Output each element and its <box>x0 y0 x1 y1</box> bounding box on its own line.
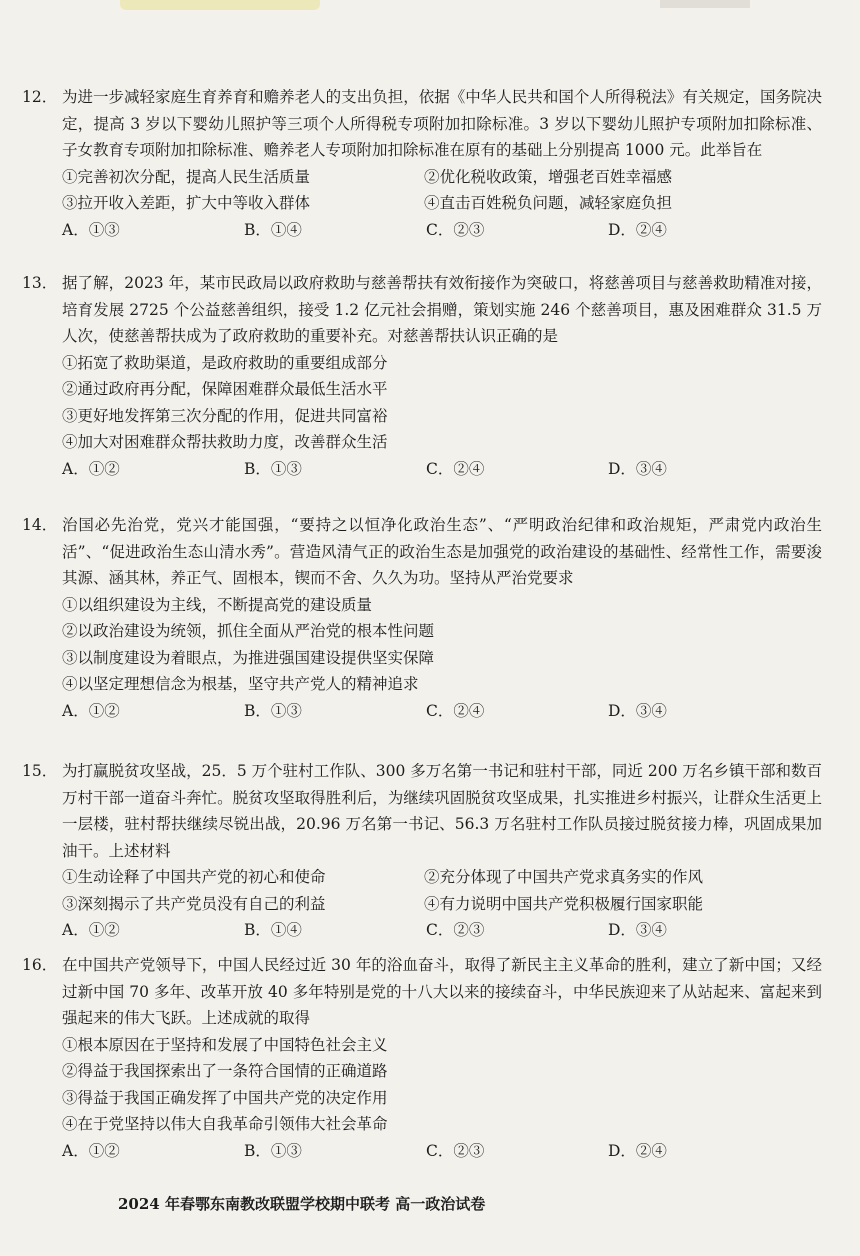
question-number: 16． <box>22 956 58 974</box>
answer-choice-c[interactable]: C．②④ <box>426 459 485 478</box>
question-stem: 在中国共产党领导下，中国人民经过近 30 年的浴血奋斗，取得了新民主主义革命的胜利，建立了新中国；又经过新中国 70 多年、改革开放 40 多年特别是党的十八大以来的接续奋斗，中华民族迎来了从站起来、富起来到强起来的伟大飞跃。上述成就的取得 <box>62 956 822 1027</box>
statement-option: ③深刻揭示了共产党员没有自己的利益 <box>62 894 326 913</box>
question-number: 14． <box>22 516 58 534</box>
statement-option: ③拉开收入差距，扩大中等收入群体 <box>62 194 311 212</box>
statement-option: ③得益于我国正确发挥了中国共产党的决定作用 <box>62 1088 388 1107</box>
question-stem: 为打赢脱贫攻坚战，25．5 万个驻村工作队、300 多万名第一书记和驻村干部，同近 200 万名乡镇干部和数百万村干部一道奋斗奔忙。脱贫攻坚取得胜利后，为继续巩固脱贫攻坚成果，扎实推进乡村振兴，让群众生活更上一层楼，驻村帮扶继续尽锐出战，20.96 万名第一书记、56.3 万名驻村工作队员接过脱贫接力棒，巩固成果加油干。上述材料 <box>62 762 822 860</box>
statement-option: ①拓宽了救助渠道，是政府救助的重要组成部分 <box>62 353 388 372</box>
answer-choice-d[interactable]: D．③④ <box>608 701 667 720</box>
answer-choice-c[interactable]: C．②④ <box>426 701 485 720</box>
answer-choice-d[interactable]: D．③④ <box>608 459 667 478</box>
statement-option: ②通过政府再分配，保障困难群众最低生活水平 <box>62 380 388 398</box>
statement-option: ④在于党坚持以伟大自我革命引领伟大社会革命 <box>62 1115 388 1133</box>
answer-choices <box>62 1138 822 1165</box>
statement-list <box>62 864 822 917</box>
question-13 <box>22 270 822 482</box>
question-number: 13． <box>22 274 58 292</box>
statement-option: ④直击百姓税负问题，减轻家庭负担 <box>424 194 673 212</box>
answer-choice-c[interactable]: C．②③ <box>426 220 485 239</box>
statement-option: ②以政治建设为统领，抓住全面从严治党的根本性问题 <box>62 622 435 640</box>
question-stem: 据了解，2023 年，某市民政局以政府救助与慈善帮扶有效衔接作为突破口，将慈善项目与慈善救助精准对接，培育发展 2725 个公益慈善组织，接受 1.2 亿元社会捐赠，策划实施 246 个慈善项目，惠及困难群众 31.5 万人次，使慈善帮扶成为了政府救助的重要补充。对慈善帮扶认识正确的是 <box>62 274 822 345</box>
answer-choice-d[interactable]: D．③④ <box>608 921 667 939</box>
question-number: 12． <box>22 88 58 106</box>
statement-list <box>62 1032 822 1138</box>
answer-choice-d[interactable]: D．②④ <box>608 220 667 239</box>
answer-choice-c[interactable]: C．②③ <box>426 1141 485 1160</box>
statement-option: ④加大对困难群众帮扶救助力度，改善群众生活 <box>62 433 388 451</box>
answer-choice-a[interactable]: A．①② <box>62 701 120 720</box>
answer-choices <box>62 217 822 244</box>
statement-option: ②得益于我国探索出了一条符合国情的正确道路 <box>62 1062 388 1080</box>
answer-choice-b[interactable]: B．①③ <box>244 701 302 720</box>
question-12 <box>22 84 822 243</box>
answer-choice-b[interactable]: B．①④ <box>244 220 302 239</box>
question-number: 15． <box>22 762 58 780</box>
answer-choices <box>62 456 822 483</box>
question-16 <box>22 952 822 1164</box>
answer-choice-a[interactable]: A．①③ <box>62 220 120 239</box>
statement-option: ②优化税收政策，增强老百姓幸福感 <box>424 167 673 186</box>
statement-option: ①以组织建设为主线，不断提高党的建设质量 <box>62 595 373 614</box>
answer-choice-a[interactable]: A．①② <box>62 459 120 478</box>
statement-list <box>62 592 822 698</box>
highlight-mark <box>120 0 320 10</box>
answer-choices <box>62 698 822 725</box>
answer-choice-a[interactable]: A．①② <box>62 921 120 939</box>
question-stem: 治国必先治党，党兴才能国强，“要持之以恒净化政治生态”、“严明政治纪律和政治规矩，严肃党内政治生活”、“促进政治生态山清水秀”。营造风清气正的政治生态是加强党的政治建设的基础性、经常性工作，需要浚其源、涵其林，养正气、固根本，锲而不舍、久久为功。坚持从严治党要求 <box>62 516 822 587</box>
answer-choice-c[interactable]: C．②③ <box>426 921 485 939</box>
answer-choice-d[interactable]: D．②④ <box>608 1141 667 1160</box>
answer-choice-b[interactable]: B．①④ <box>244 921 302 939</box>
answer-choices <box>62 917 822 944</box>
question-14 <box>22 512 822 724</box>
statement-list <box>62 164 822 217</box>
statement-option: ③更好地发挥第三次分配的作用，促进共同富裕 <box>62 406 388 425</box>
statement-option: ④有力说明中国共产党积极履行国家职能 <box>424 894 704 913</box>
question-stem: 为进一步减轻家庭生育养育和赡养老人的支出负担，依据《中华人民共和国个人所得税法》有关规定，国务院决定，提高 3 岁以下婴幼儿照护等三项个人所得税专项附加扣除标准。3 岁以下婴幼儿照护专项附加扣除标准、子女教育专项附加扣除标准、赡养老人专项附加扣除标准在原有的基础上分别提高 1000 元。此举旨在 <box>62 88 822 159</box>
statement-option: ①生动诠释了中国共产党的初心和使命 <box>62 868 326 886</box>
statement-list <box>62 350 822 456</box>
answer-choice-a[interactable]: A．①② <box>62 1141 120 1160</box>
statement-option: ③以制度建设为着眼点，为推进强国建设提供坚实保障 <box>62 648 435 667</box>
page-footer: 2024 年春鄂东南教改联盟学校期中联考 高一政治试卷 <box>118 1195 486 1213</box>
question-15 <box>22 758 822 944</box>
statement-option: ①完善初次分配，提高人民生活质量 <box>62 167 311 186</box>
statement-option: ②充分体现了中国共产党求真务实的作风 <box>424 868 704 886</box>
answer-choice-b[interactable]: B．①③ <box>244 459 302 478</box>
scan-smudge <box>660 0 750 8</box>
statement-option: ④以坚定理想信念为根基，坚守共产党人的精神追求 <box>62 675 419 693</box>
statement-option: ①根本原因在于坚持和发展了中国特色社会主义 <box>62 1035 388 1054</box>
answer-choice-b[interactable]: B．①③ <box>244 1141 302 1160</box>
